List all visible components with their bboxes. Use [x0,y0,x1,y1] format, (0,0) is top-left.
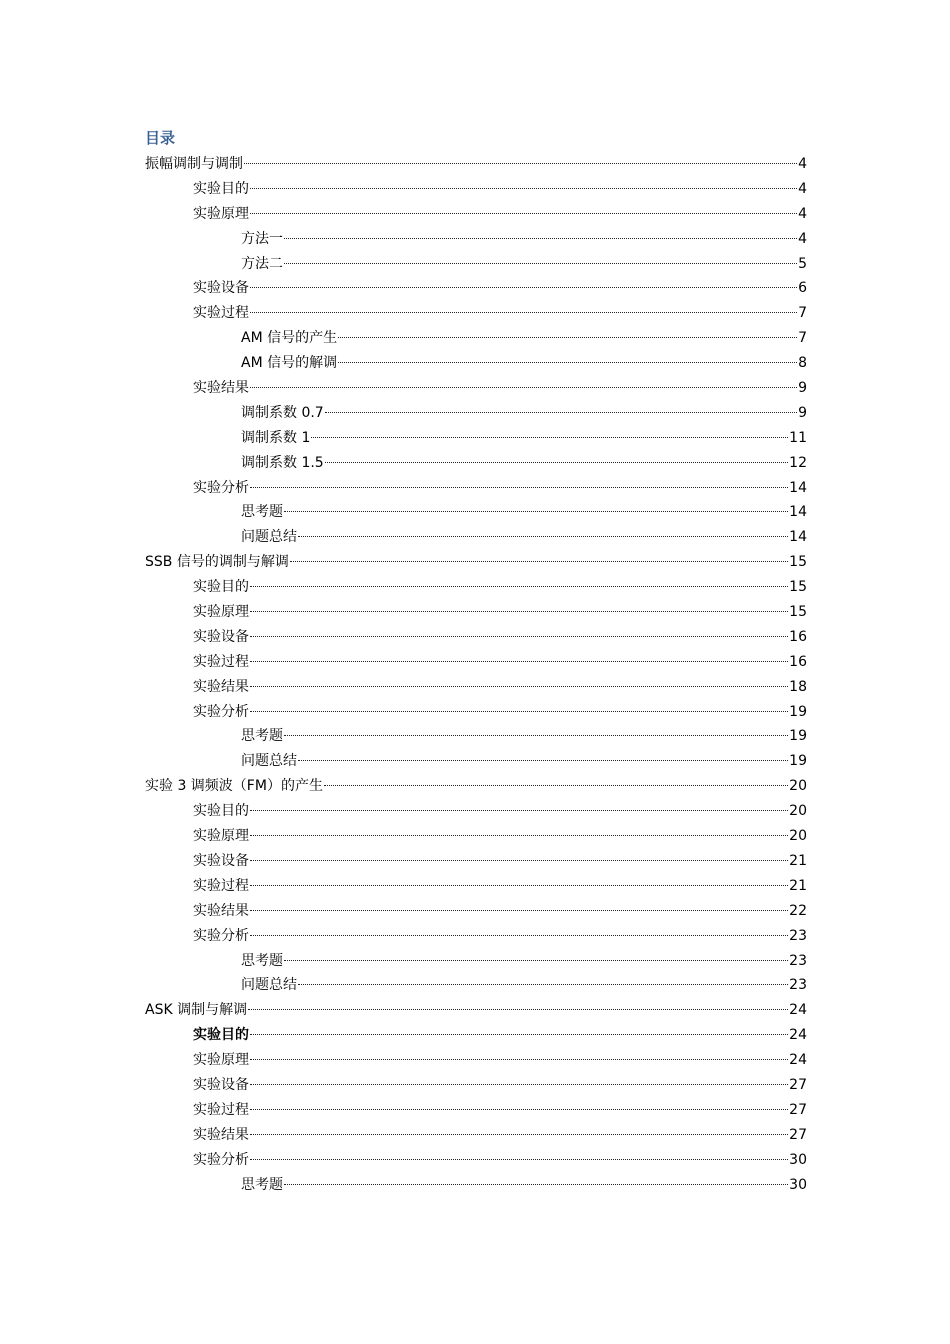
dot-leader [250,661,788,662]
toc-entry-label: 实验目的 [193,180,249,197]
toc-entry-page-number: 5 [798,255,807,272]
dot-leader [298,536,788,537]
dot-leader [250,885,788,886]
toc-entry-page-number: 30 [789,1176,807,1193]
toc-entry-label: 实验分析 [193,927,249,944]
toc-entry-page-number: 23 [789,927,807,944]
toc-entry[interactable] [145,451,807,476]
dot-leader [338,362,797,363]
dot-leader [250,487,788,488]
toc-entry-label: 实验目的 [193,803,249,820]
toc-entry[interactable] [145,849,807,874]
dot-leader [250,1109,788,1110]
toc-entry-label: 实验原理 [193,604,249,621]
toc-entry-page-number: 15 [789,604,807,621]
toc-entry[interactable] [145,824,807,849]
dot-leader [248,1009,788,1010]
toc-entry[interactable] [145,1023,807,1048]
toc-entry-page-number: 22 [789,902,807,919]
table-of-contents [145,126,807,1197]
toc-entry-label: 实验设备 [193,280,249,297]
toc-entry-label: 实验目的 [193,579,249,596]
toc-entry-label: 实验过程 [193,305,249,322]
dot-leader [250,586,788,587]
dot-leader [250,611,788,612]
toc-entry-label: 实验设备 [193,1076,249,1093]
toc-entry-page-number: 4 [798,180,807,197]
toc-entry-label: 实验过程 [193,1101,249,1118]
toc-entry[interactable] [145,625,807,650]
toc-entry-label: 实验结果 [193,678,249,695]
toc-entry-label: 实验分析 [193,703,249,720]
toc-entry-page-number: 20 [789,803,807,820]
toc-entry[interactable] [145,351,807,376]
toc-entry-page-number: 27 [789,1101,807,1118]
dot-leader [250,287,797,288]
toc-entry-label: 思考题 [241,1176,283,1193]
dot-leader [325,462,788,463]
toc-entry-label: 问题总结 [241,977,297,994]
toc-entry-page-number: 9 [798,404,807,421]
dot-leader [250,1034,788,1035]
dot-leader [311,437,788,438]
toc-entry[interactable] [145,600,807,625]
toc-entry-label: 实验原理 [193,828,249,845]
toc-entry[interactable] [145,1148,807,1173]
toc-entry-page-number: 27 [789,1126,807,1143]
toc-entry-label: 实验目的 [193,1027,249,1044]
toc-entry[interactable] [145,700,807,725]
toc-entry-page-number: 19 [789,728,807,745]
toc-entry[interactable] [145,799,807,824]
toc-entry[interactable] [145,1123,807,1148]
toc-entry-label: ASK 调制与解调 [145,1002,248,1019]
toc-entry[interactable] [145,949,807,974]
dot-leader [250,935,788,936]
dot-leader [324,785,788,786]
toc-entry-page-number: 27 [789,1076,807,1093]
toc-entry[interactable] [145,401,807,426]
toc-entry-label: 方法一 [241,230,283,247]
toc-entry-label: 实验设备 [193,628,249,645]
toc-entry-label: 调制系数 0.7 [241,404,324,421]
toc-entry-label: 实验过程 [193,653,249,670]
toc-entry[interactable] [145,724,807,749]
toc-entry-label: 思考题 [241,504,283,521]
toc-entry[interactable] [145,1048,807,1073]
dot-leader [338,337,797,338]
toc-entry[interactable] [145,973,807,998]
toc-entry-label: 实验原理 [193,1052,249,1069]
toc-entry-page-number: 14 [789,529,807,546]
dot-leader [250,1059,788,1060]
dot-leader [284,238,797,239]
dot-leader [250,860,788,861]
toc-entry-page-number: 4 [798,156,807,172]
toc-entry[interactable] [145,177,807,202]
dot-leader [298,760,788,761]
dot-leader [244,163,797,164]
toc-entry[interactable] [145,998,807,1023]
toc-title: 目录 [145,129,176,147]
toc-entry-page-number: 4 [798,230,807,247]
toc-entry-page-number: 7 [798,305,807,322]
toc-entry-page-number: 20 [789,778,807,795]
toc-entry-label: 调制系数 1.5 [241,454,324,471]
toc-entry-label: 实验分析 [193,479,249,496]
dot-leader [250,835,788,836]
toc-entry-page-number: 24 [789,1002,807,1019]
toc-entry-page-number: 15 [789,579,807,596]
toc-entry-label: SSB 信号的调制与解调 [145,554,289,571]
toc-entry-page-number: 23 [789,977,807,994]
toc-entry[interactable] [145,1098,807,1123]
toc-entry[interactable] [145,575,807,600]
dot-leader [250,312,797,313]
dot-leader [250,910,788,911]
dot-leader [325,412,797,413]
toc-entry-page-number: 19 [789,703,807,720]
toc-entry-label: 实验结果 [193,1126,249,1143]
dot-leader [250,213,797,214]
toc-entry-page-number: 18 [789,678,807,695]
toc-entry-page-number: 21 [789,877,807,894]
toc-entry[interactable] [145,550,807,575]
toc-entry-label: 问题总结 [241,529,297,546]
dot-leader [250,711,788,712]
toc-entry-page-number: 4 [798,205,807,222]
dot-leader [284,960,788,961]
toc-entry[interactable] [145,749,807,774]
toc-entry[interactable] [145,301,807,326]
toc-entry-label: 实验过程 [193,877,249,894]
dot-leader [250,1159,788,1160]
dot-leader [250,387,797,388]
toc-entry-page-number: 24 [789,1027,807,1044]
toc-entry[interactable] [145,476,807,501]
toc-entry-page-number: 14 [789,504,807,521]
toc-entry-label: 振幅调制与调制 [145,156,243,172]
toc-entry-page-number: 23 [789,952,807,969]
dot-leader [290,561,788,562]
toc-entry-label: 思考题 [241,952,283,969]
toc-entry-page-number: 19 [789,753,807,770]
toc-entry-page-number: 11 [789,429,807,446]
toc-entry-page-number: 9 [798,380,807,397]
toc-entry-label: 实验结果 [193,902,249,919]
dot-leader [250,810,788,811]
toc-entry-label: 实验 3 调频波（FM）的产生 [145,778,323,795]
toc-entry[interactable] [145,1073,807,1098]
toc-entry-page-number: 8 [798,355,807,372]
toc-entry-page-number: 21 [789,852,807,869]
toc-entry-page-number: 24 [789,1052,807,1069]
toc-entry-page-number: 14 [789,479,807,496]
toc-entry-label: 实验分析 [193,1151,249,1168]
toc-entry[interactable] [145,326,807,351]
toc-entry-label: 思考题 [241,728,283,745]
toc-entry-page-number: 16 [789,628,807,645]
toc-entry[interactable] [145,874,807,899]
dot-leader [250,1084,788,1085]
toc-entry-page-number: 20 [789,828,807,845]
toc-entry[interactable] [145,774,807,799]
toc-entry-page-number: 7 [798,330,807,347]
toc-entry-label: 问题总结 [241,753,297,770]
toc-entry-label: 实验结果 [193,380,249,397]
toc-entry-label: 调制系数 1 [241,429,311,446]
toc-entry-page-number: 6 [798,280,807,297]
dot-leader [250,1134,788,1135]
dot-leader [284,1184,788,1185]
toc-entry-label: AM 信号的产生 [241,330,338,347]
toc-entry[interactable] [145,924,807,949]
toc-entry-label: 方法二 [241,255,283,272]
toc-entry[interactable] [145,426,807,451]
toc-entry-page-number: 16 [789,653,807,670]
toc-entry[interactable] [145,376,807,401]
dot-leader [250,686,788,687]
toc-entry[interactable] [145,1173,807,1198]
toc-entry-page-number: 15 [789,554,807,571]
toc-entry[interactable] [145,202,807,227]
toc-entry[interactable] [145,252,807,277]
toc-entry[interactable] [145,152,807,177]
toc-entry-page-number: 30 [789,1151,807,1168]
toc-entry[interactable] [145,675,807,700]
toc-entry-page-number: 12 [789,454,807,471]
dot-leader [298,984,788,985]
toc-entry[interactable] [145,650,807,675]
toc-entry[interactable] [145,276,807,301]
toc-entry-label: AM 信号的解调 [241,355,338,372]
toc-entry-label: 实验原理 [193,205,249,222]
toc-entry-list [145,152,807,1197]
toc-entry-label: 实验设备 [193,852,249,869]
dot-leader [284,735,788,736]
dot-leader [250,636,788,637]
toc-entry[interactable] [145,525,807,550]
dot-leader [284,511,788,512]
toc-entry[interactable] [145,500,807,525]
dot-leader [250,188,797,189]
dot-leader [284,263,797,264]
toc-entry[interactable] [145,899,807,924]
toc-entry[interactable] [145,227,807,252]
